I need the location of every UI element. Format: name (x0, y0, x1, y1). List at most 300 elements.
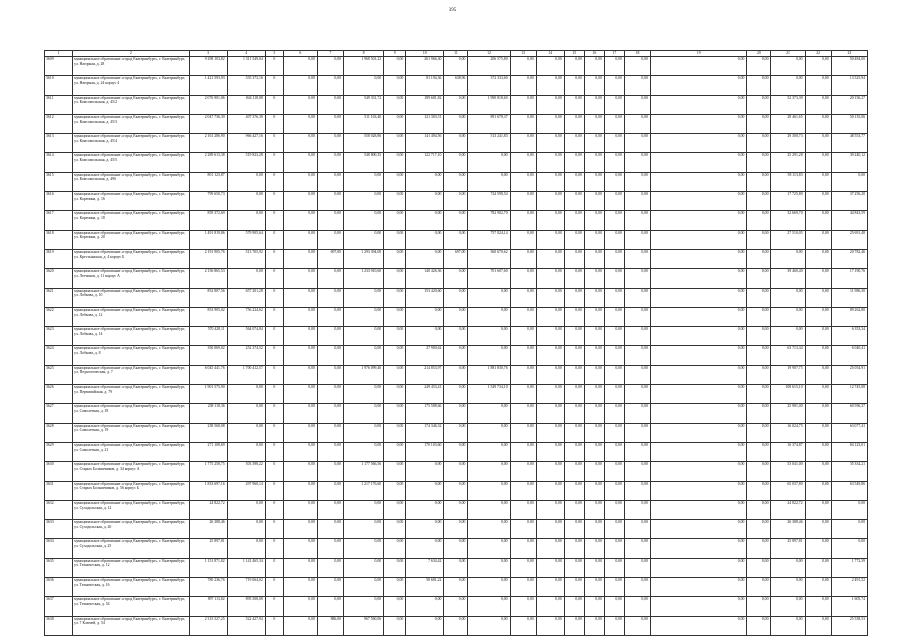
address-cell: муниципальное образование «город Екатеринбург», г. Екатеринбург, ул. Самолетная, д. 18 (73, 404, 189, 423)
value-cell: 0,00 (584, 597, 604, 616)
address-cell: муниципальное образование «город Екатеринбург», г. Екатеринбург, ул. Лобкова, д. 14 (73, 327, 189, 346)
value-cell: 53 041,00 (771, 462, 805, 481)
value-cell: 19 907,75 (771, 365, 805, 384)
value-cell: 0,00 (604, 578, 624, 597)
value-cell: 0,00 (604, 211, 624, 230)
value-cell: 0,00 (384, 134, 406, 153)
value-cell: 0,00 (444, 134, 468, 153)
value-cell: 0,00 (604, 114, 624, 133)
value-cell: 0,00 (805, 57, 831, 76)
value-cell: 0,00 (584, 249, 604, 268)
value-cell: 0,00 (344, 597, 384, 616)
value-cell: 0,00 (283, 95, 317, 114)
column-number: 10 (406, 51, 444, 57)
column-number: 22 (805, 51, 831, 57)
value-cell: 0,00 (831, 539, 867, 558)
value-cell: 2 491,52 (831, 578, 867, 597)
value-cell: 859 372,69 (189, 211, 227, 230)
value-cell: 0,00 (317, 442, 343, 461)
value-cell: 121 303,51 (406, 114, 444, 133)
value-cell: 0,00 (584, 500, 604, 519)
value-cell: 0,00 (510, 249, 536, 268)
value-cell: 0,00 (384, 307, 406, 326)
value-cell: 0,00 (805, 616, 831, 635)
table-row (45, 327, 868, 346)
value-cell: 0,00 (344, 558, 384, 577)
value-cell: 0,00 (317, 423, 343, 442)
column-number: 5 (265, 51, 283, 57)
value-cell: 0,00 (510, 114, 536, 133)
value-cell: 0,00 (747, 539, 771, 558)
row-id-cell: 3623 (45, 327, 73, 346)
value-cell: 0,00 (604, 192, 624, 211)
value-cell: 0,00 (771, 288, 805, 307)
value-cell: 153 420,60 (406, 288, 444, 307)
column-number: 17 (604, 51, 624, 57)
value-cell: 535 373,16 (227, 76, 265, 95)
value-cell: 0,00 (227, 404, 265, 423)
value-cell: 0,00 (444, 385, 468, 404)
value-cell: 0,00 (384, 616, 406, 635)
row-id-cell: 3628 (45, 423, 73, 442)
value-cell: 0,00 (444, 307, 468, 326)
value-cell: 0,00 (805, 365, 831, 384)
value-cell: 570 428,11 (189, 327, 227, 346)
value-cell: 1 605,74 (831, 597, 867, 616)
value-cell: 0,00 (805, 462, 831, 481)
value-cell: 0,00 (536, 520, 564, 539)
value-cell: 0,00 (651, 95, 747, 114)
value-cell: 1 833 697,16 (189, 481, 227, 500)
value-cell: 0,00 (406, 597, 444, 616)
value-cell: 0,00 (510, 481, 536, 500)
value-cell: 0,00 (651, 134, 747, 153)
value-cell: 0,00 (651, 539, 747, 558)
value-cell: 0,00 (384, 327, 406, 346)
value-cell: 0,00 (384, 404, 406, 423)
value-cell: 0,00 (510, 558, 536, 577)
value-cell: 0,00 (564, 423, 584, 442)
value-cell: 214 853,97 (406, 365, 444, 384)
value-cell: 0,00 (624, 211, 650, 230)
value-cell: 0,00 (624, 327, 650, 346)
value-cell: 0,00 (805, 153, 831, 172)
value-cell: 0,00 (468, 597, 510, 616)
row-id-cell: 3630 (45, 462, 73, 481)
value-cell: 0,00 (317, 269, 343, 288)
row-id-cell: 3632 (45, 500, 73, 519)
value-cell: 0,00 (406, 192, 444, 211)
value-cell: 0,00 (771, 558, 805, 577)
value-cell: 0 (265, 442, 283, 461)
value-cell: 0,00 (344, 211, 384, 230)
value-cell: 0,00 (624, 597, 650, 616)
value-cell: 0,00 (564, 76, 584, 95)
value-cell: 0,00 (624, 500, 650, 519)
value-cell: 0 (265, 134, 283, 153)
table-row (45, 172, 868, 191)
value-cell: 513 705,92 (227, 249, 265, 268)
row-id-cell: 3615 (45, 172, 73, 191)
value-cell: 0,00 (406, 172, 444, 191)
value-cell: 0,00 (805, 327, 831, 346)
value-cell: 372 333,60 (468, 76, 510, 95)
value-cell: 0,00 (564, 481, 584, 500)
value-cell: 0 (265, 288, 283, 307)
value-cell: 0,00 (604, 462, 624, 481)
row-id-cell: 3619 (45, 249, 73, 268)
value-cell: 0,00 (805, 95, 831, 114)
address-cell: муниципальное образование «город Екатеринбург», г. Екатеринбург, ул. Комсомольская, д. 45/4 (73, 134, 189, 153)
value-cell: 0,00 (283, 172, 317, 191)
value-cell: 25 291,28 (771, 153, 805, 172)
value-cell: 0 (265, 249, 283, 268)
value-cell: 0,00 (384, 597, 406, 616)
value-cell: 0 (265, 230, 283, 249)
value-cell: 360 670,62 (468, 249, 510, 268)
value-cell: 0,00 (747, 385, 771, 404)
value-cell: 0 (265, 404, 283, 423)
value-cell: 0,00 (283, 520, 317, 539)
value-cell: 0,00 (384, 114, 406, 133)
value-cell: 0,00 (564, 134, 584, 153)
value-cell: 0,00 (317, 404, 343, 423)
value-cell: 0,00 (468, 172, 510, 191)
value-cell: 0,00 (604, 172, 624, 191)
value-cell: 189 681,82 (406, 95, 444, 114)
value-cell: 0,00 (604, 153, 624, 172)
table-row (45, 462, 868, 481)
value-cell: 0,00 (584, 172, 604, 191)
table-row (45, 365, 868, 384)
value-cell: 0,00 (564, 307, 584, 326)
address-cell: муниципальное образование «город Екатеринбург», г. Екатеринбург, ул. Комсомольская, д. 45/2 (73, 95, 189, 114)
value-cell: 0,00 (227, 269, 265, 288)
value-cell: 0,00 (624, 404, 650, 423)
value-cell: 0,00 (384, 288, 406, 307)
value-cell: 0,00 (624, 423, 650, 442)
value-cell: 9 298 103,82 (189, 57, 227, 76)
value-cell: 0,00 (536, 172, 564, 191)
value-cell: 0,00 (805, 192, 831, 211)
value-cell: 0,00 (384, 76, 406, 95)
value-cell: 20 782,46 (831, 249, 867, 268)
value-cell: 81 194,36 (406, 76, 444, 95)
value-cell: 0,00 (510, 76, 536, 95)
value-cell: 0 (265, 211, 283, 230)
value-cell: 58 681,22 (406, 578, 444, 597)
value-cell: 0,00 (624, 578, 650, 597)
value-cell: 0 (265, 192, 283, 211)
value-cell: 0,00 (805, 114, 831, 133)
value-cell: 0,00 (584, 230, 604, 249)
value-cell: 697,00 (444, 249, 468, 268)
table-row (45, 153, 868, 172)
value-cell: 0,00 (624, 462, 650, 481)
value-cell: 0,00 (831, 172, 867, 191)
column-number: 18 (624, 51, 650, 57)
value-cell: 2 076 901,06 (189, 95, 227, 114)
value-cell: 0,00 (227, 385, 265, 404)
value-cell: 548 800,35 (344, 153, 384, 172)
value-cell: 0,00 (283, 385, 317, 404)
value-cell: 0,00 (584, 307, 604, 326)
value-cell: 0,00 (584, 269, 604, 288)
value-cell: 0,00 (444, 539, 468, 558)
value-cell: 0,00 (624, 57, 650, 76)
value-cell: 0,00 (317, 288, 343, 307)
value-cell: 0,00 (624, 249, 650, 268)
value-cell: 0,00 (831, 520, 867, 539)
value-cell: 0,00 (747, 95, 771, 114)
row-id-cell: 3627 (45, 404, 73, 423)
value-cell: 0,00 (384, 481, 406, 500)
value-cell: 0,00 (624, 76, 650, 95)
value-cell: 48 553,77 (831, 134, 867, 153)
value-cell: 0,00 (624, 346, 650, 365)
value-cell: 657 201,28 (227, 288, 265, 307)
value-cell: 0,00 (805, 76, 831, 95)
value-cell: 0,00 (747, 192, 771, 211)
value-cell: 0,00 (227, 192, 265, 211)
value-cell: 0,00 (384, 153, 406, 172)
address-cell: муниципальное образование «город Екатеринбург», г. Екатеринбург, ул. Техническая, д. 12 (73, 558, 189, 577)
column-number: 11 (444, 51, 468, 57)
value-cell: 0,00 (317, 539, 343, 558)
value-cell: 0,00 (651, 616, 747, 635)
value-cell: 0,00 (406, 500, 444, 519)
value-cell: 0,00 (510, 500, 536, 519)
value-cell: 0,00 (564, 578, 584, 597)
value-cell: 0,00 (283, 57, 317, 76)
value-cell: 407 376,39 (227, 114, 265, 133)
row-id-cell: 3638 (45, 616, 73, 635)
value-cell: 0,00 (805, 442, 831, 461)
value-cell: 0,00 (584, 327, 604, 346)
value-cell: 0,00 (624, 365, 650, 384)
value-cell: 29 300,73 (771, 134, 805, 153)
value-cell: 0,00 (536, 211, 564, 230)
value-cell: 6 353,34 (831, 327, 867, 346)
value-cell: 0,00 (771, 307, 805, 326)
value-cell: 0,00 (747, 462, 771, 481)
value-cell: 0,00 (283, 249, 317, 268)
address-cell: муниципальное образование «город Екатеринбург», г. Екатеринбург, ул. Крестьянская, д. 4 корпус Б (73, 249, 189, 268)
value-cell: 0,00 (406, 230, 444, 249)
value-cell: 0,00 (747, 134, 771, 153)
value-cell: 0,00 (317, 578, 343, 597)
value-cell: 0,00 (564, 520, 584, 539)
value-cell: 1 976 099,40 (344, 365, 384, 384)
value-cell: 2 191 905,76 (189, 249, 227, 268)
value-cell: 0,00 (283, 211, 317, 230)
value-cell: 697,00 (317, 249, 343, 268)
value-cell: 63 713,34 (771, 346, 805, 365)
value-cell: 0,00 (536, 462, 564, 481)
value-cell: 0,00 (444, 95, 468, 114)
value-cell: 0,00 (317, 192, 343, 211)
value-cell: 0,00 (805, 385, 831, 404)
value-cell: 63 549,86 (831, 481, 867, 500)
address-cell: муниципальное образование «город Екатеринбург», г. Екатеринбург, ул. Летчиков, д. 11 корпус А (73, 269, 189, 288)
table-row (45, 307, 868, 326)
value-cell: 0,00 (604, 249, 624, 268)
value-cell: 0,00 (651, 558, 747, 577)
value-cell: 0,00 (747, 327, 771, 346)
value-cell: 0,00 (771, 57, 805, 76)
value-cell: 0,00 (624, 385, 650, 404)
value-cell: 0 (265, 616, 283, 635)
value-cell: 0,00 (406, 481, 444, 500)
value-cell: 0,00 (584, 134, 604, 153)
value-cell: 0,00 (344, 423, 384, 442)
value-cell: 0,00 (536, 539, 564, 558)
column-number: 3 (189, 51, 227, 57)
column-number: 13 (510, 51, 536, 57)
value-cell: 801 123,87 (189, 172, 227, 191)
value-cell: 24 822,72 (189, 500, 227, 519)
value-cell: 0,00 (536, 327, 564, 346)
value-cell: 0,00 (584, 616, 604, 635)
value-cell: 0,00 (584, 288, 604, 307)
value-cell: 0,00 (747, 520, 771, 539)
row-id-cell: 3631 (45, 481, 73, 500)
value-cell: 0,00 (536, 192, 564, 211)
value-cell: 1 549 734,10 (468, 385, 510, 404)
value-cell: 0,00 (564, 172, 584, 191)
value-cell: 0,00 (344, 578, 384, 597)
value-cell: 0,00 (584, 95, 604, 114)
value-cell: 0,00 (444, 481, 468, 500)
value-cell: 0,00 (444, 192, 468, 211)
column-number: 8 (344, 51, 384, 57)
value-cell: 0,00 (564, 500, 584, 519)
value-cell: 0,00 (444, 269, 468, 288)
value-cell: 0 (265, 114, 283, 133)
value-cell: 1 700 412,57 (227, 365, 265, 384)
value-cell: 0,00 (651, 269, 747, 288)
value-cell: 799 650,73 (189, 192, 227, 211)
value-cell: 0,00 (604, 385, 624, 404)
value-cell: 0,00 (444, 404, 468, 423)
value-cell: 0,00 (564, 539, 584, 558)
value-cell: 0,00 (564, 558, 584, 577)
value-cell: 122 717,10 (406, 153, 444, 172)
address-cell: муниципальное образование «город Екатеринбург», г. Екатеринбург, ул. Педагогическая, д. 7 (73, 365, 189, 384)
value-cell: 0,00 (584, 578, 604, 597)
value-cell: 249 453,41 (406, 385, 444, 404)
value-cell: 0,00 (564, 153, 584, 172)
value-cell: 0,00 (406, 616, 444, 635)
value-cell: 0,00 (584, 76, 604, 95)
value-cell: 0,00 (604, 442, 624, 461)
value-cell: 0,00 (604, 76, 624, 95)
address-cell: муниципальное образование «город Екатеринбург», г. Екатеринбург, ул. Старых Большевиков, д. 34 корпус А (73, 462, 189, 481)
value-cell: 141 494,56 (406, 134, 444, 153)
value-cell: 0,00 (651, 57, 747, 76)
value-cell: 0,00 (444, 114, 468, 133)
row-id-cell: 3636 (45, 578, 73, 597)
value-cell: 967 560,06 (344, 616, 384, 635)
value-cell: 0,00 (468, 578, 510, 597)
value-cell: 0,00 (564, 230, 584, 249)
value-cell: 0,00 (536, 288, 564, 307)
value-cell: 174 346,32 (406, 423, 444, 442)
value-cell: 26 388,46 (771, 520, 805, 539)
value-cell: 0,00 (468, 442, 510, 461)
value-cell: 0,00 (468, 404, 510, 423)
row-id-cell: 3637 (45, 597, 73, 616)
value-cell: 0,00 (651, 76, 747, 95)
value-cell: 579 905,64 (227, 230, 265, 249)
address-cell: муниципальное образование «город Екатеринбург», г. Екатеринбург, ул. Старых Большевиков, д. 56 корпус Б (73, 481, 189, 500)
value-cell: 564 074,84 (227, 327, 265, 346)
value-cell: 0,00 (510, 404, 536, 423)
column-number: 15 (564, 51, 584, 57)
value-cell: 0,00 (536, 404, 564, 423)
value-cell: 0,00 (444, 520, 468, 539)
value-cell: 0,00 (468, 288, 510, 307)
value-cell: 0,00 (283, 134, 317, 153)
table-row (45, 95, 868, 114)
value-cell: 0,00 (283, 462, 317, 481)
table-row (45, 346, 868, 365)
value-cell: 0,00 (444, 327, 468, 346)
value-cell: 0,00 (510, 230, 536, 249)
value-cell: 0,00 (584, 192, 604, 211)
register-table (44, 50, 868, 636)
value-cell: 0,00 (747, 172, 771, 191)
value-cell: 522 427,94 (227, 616, 265, 635)
value-cell: 0,00 (747, 423, 771, 442)
value-cell: 0,00 (536, 230, 564, 249)
value-cell: 63 077,41 (831, 423, 867, 442)
value-cell: 0,00 (384, 172, 406, 191)
value-cell: 0,00 (805, 211, 831, 230)
value-cell: 0,00 (651, 365, 747, 384)
value-cell: 0,00 (444, 558, 468, 577)
address-cell: муниципальное образование «город Екатеринбург», г. Екатеринбург, ул. Нагорная, д. 24 корпус 4 (73, 76, 189, 95)
value-cell: 0,00 (604, 346, 624, 365)
value-cell: 0,00 (624, 134, 650, 153)
value-cell: 0,00 (604, 500, 624, 519)
value-cell: 0,00 (747, 578, 771, 597)
value-cell: 0,00 (651, 500, 747, 519)
row-id-cell: 3618 (45, 230, 73, 249)
value-cell: 0,00 (510, 95, 536, 114)
value-cell: 0,00 (651, 153, 747, 172)
value-cell: 0,00 (564, 288, 584, 307)
value-cell: 0,00 (283, 230, 317, 249)
value-cell: 0,00 (344, 346, 384, 365)
value-cell: 0,00 (604, 558, 624, 577)
value-cell: 0,00 (344, 192, 384, 211)
value-cell: 0,00 (624, 307, 650, 326)
value-cell: 0,00 (384, 269, 406, 288)
value-cell: 0,00 (805, 597, 831, 616)
value-cell: 0,00 (468, 500, 510, 519)
value-cell: 0,00 (805, 404, 831, 423)
value-cell: 0,00 (536, 153, 564, 172)
value-cell: 0,00 (283, 153, 317, 172)
value-cell: 0,00 (317, 558, 343, 577)
value-cell: 13 525,94 (831, 76, 867, 95)
value-cell: 35 334,21 (831, 462, 867, 481)
value-cell: 0,00 (406, 462, 444, 481)
value-cell: 297 960,14 (227, 481, 265, 500)
value-cell: 0,00 (468, 346, 510, 365)
address-cell: муниципальное образование «город Екатеринбург», г. Екатеринбург, ул. Суходольская, д. 25 (73, 539, 189, 558)
